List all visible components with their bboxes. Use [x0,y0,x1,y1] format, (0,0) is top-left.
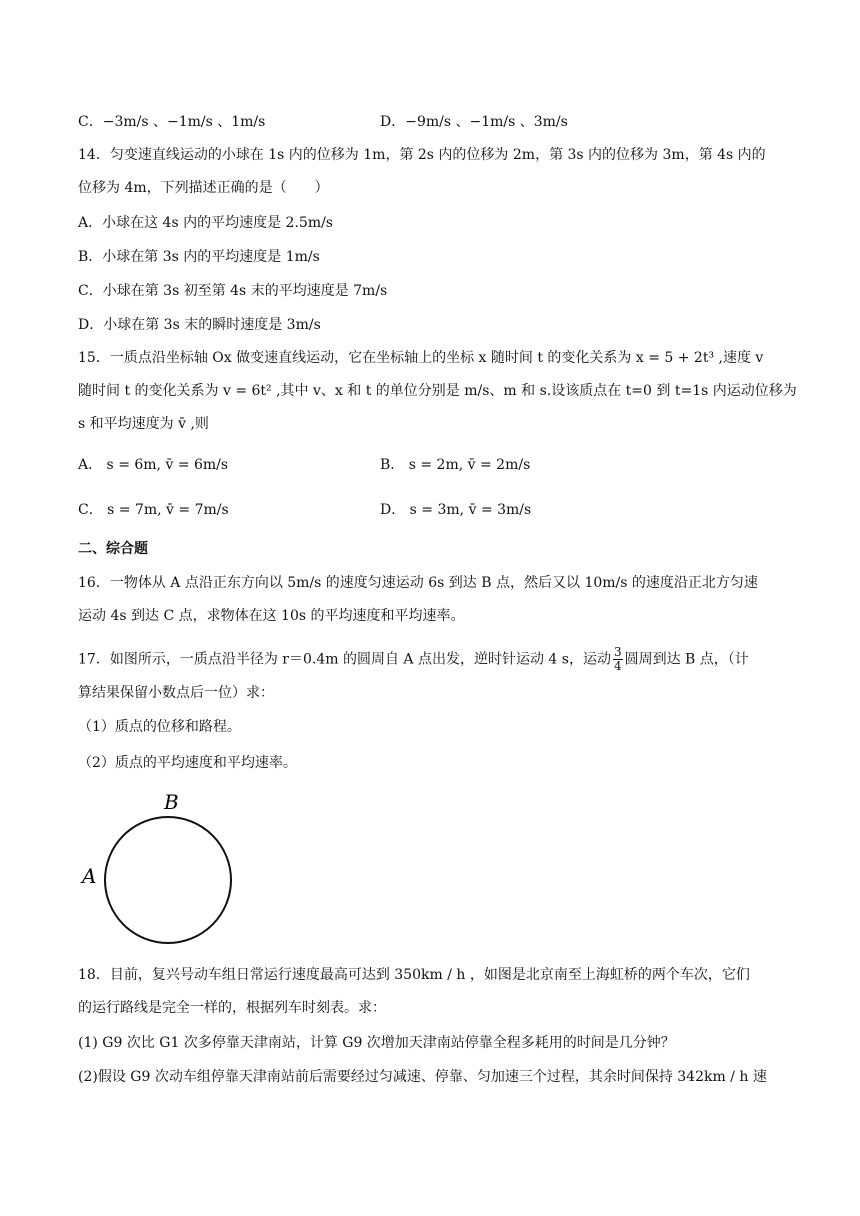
fraction-numerator: 3 [613,645,622,659]
q15-option-b: B． s = 2m, v̄ = 2m/s [380,457,531,473]
q14-stem-line2: 位移为 4m，下列描述正确的是（ ） [78,180,329,196]
q15-stem-line2: 随时间 t 的变化关系为 v = 6t² ,其中 v、x 和 t 的单位分别是 m/s、m 和 s.设该质点在 t=0 到 t=1s 内运动位移为 [78,383,797,399]
q15-stem-line1: 15．一质点沿坐标轴 Ox 做变速直线运动，它在坐标轴上的坐标 x 随时间 t 的变化关系为 x = 5 + 2t³ ,速度 v [78,350,764,366]
section-title: 二、综合题 [78,541,148,557]
q17-subquestion-2: （2）质点的平均速度和平均速率。 [78,755,297,771]
q15-stem-line3: s 和平均速度为 v̄ ,则 [78,416,209,432]
q15-option-c: C． s = 7m, v̄ = 7m/s [78,502,229,518]
q17-stem-line1-part1: 17．如图所示，一质点沿半径为 r＝0.4m 的圆周自 A 点出发，逆时针运动 4 s，运动 [78,651,611,668]
q17-subquestion-1: （1）质点的位移和路程。 [78,719,241,735]
q14-option-b: B．小球在第 3s 内的平均速度是 1m/s [78,249,320,265]
q13-option-d: D．−9m/s 、−1m/s 、3m/s [380,114,568,130]
q17-stem-line1 [78,646,749,673]
q14-stem-line1: 14．匀变速直线运动的小球在 1s 内的位移为 1m，第 2s 内的位移为 2m，第 3s 内的位移为 3m，第 4s 内的 [78,147,766,163]
q15-option-a: A． s = 6m, v̄ = 6m/s [78,457,229,473]
circle-path [105,817,231,943]
q14-option-d: D．小球在第 3s 末的瞬时速度是 3m/s [78,317,321,333]
q17-stem-line1-part2: 圆周到达 B 点，（计 [624,651,749,668]
three-quarters-fraction [613,646,623,673]
q16-stem-line1: 16．一物体从 A 点沿正东方向以 5m/s 的速度匀速运动 6s 到达 B 点，然后又以 10m/s 的速度沿正北方匀速 [78,575,758,591]
q14-option-a: A．小球在这 4s 内的平均速度是 2.5m/s [78,215,333,231]
q14-option-c: C．小球在第 3s 初至第 4s 末的平均速度是 7m/s [78,283,388,299]
q18-stem-line1: 18．目前，复兴号动车组日常运行速度最高可达到 350km / h ，如图是北京南至上海虹桥的两个车次，它们 [78,967,750,983]
q15-option-d: D． s = 3m, v̄ = 3m/s [380,502,532,518]
circle-diagram [70,785,250,955]
q18-subquestion-2: (2)假设 G9 次动车组停靠天津南站前后需要经过匀减速、停靠、匀加速三个过程，其余时间保持 342km / h 速 [78,1069,767,1085]
q13-option-c: C．−3m/s 、−1m/s 、1m/s [78,114,266,130]
fraction-denominator: 4 [613,659,622,673]
point-b-label: B [164,790,179,814]
q16-stem-line2: 运动 4s 到达 C 点，求物体在这 10s 的平均速度和平均速率。 [78,608,465,624]
point-a-label: A [82,864,97,888]
q18-subquestion-1: (1) G9 次比 G1 次多停靠天津南站，计算 G9 次增加天津南站停靠全程多耗用的时间是几分钟？ [78,1035,675,1051]
q17-stem-line2: 算结果保留小数点后一位）求： [78,685,274,701]
q18-stem-line2: 的运行路线是完全一样的，根据列车时刻表。求： [78,1000,386,1016]
